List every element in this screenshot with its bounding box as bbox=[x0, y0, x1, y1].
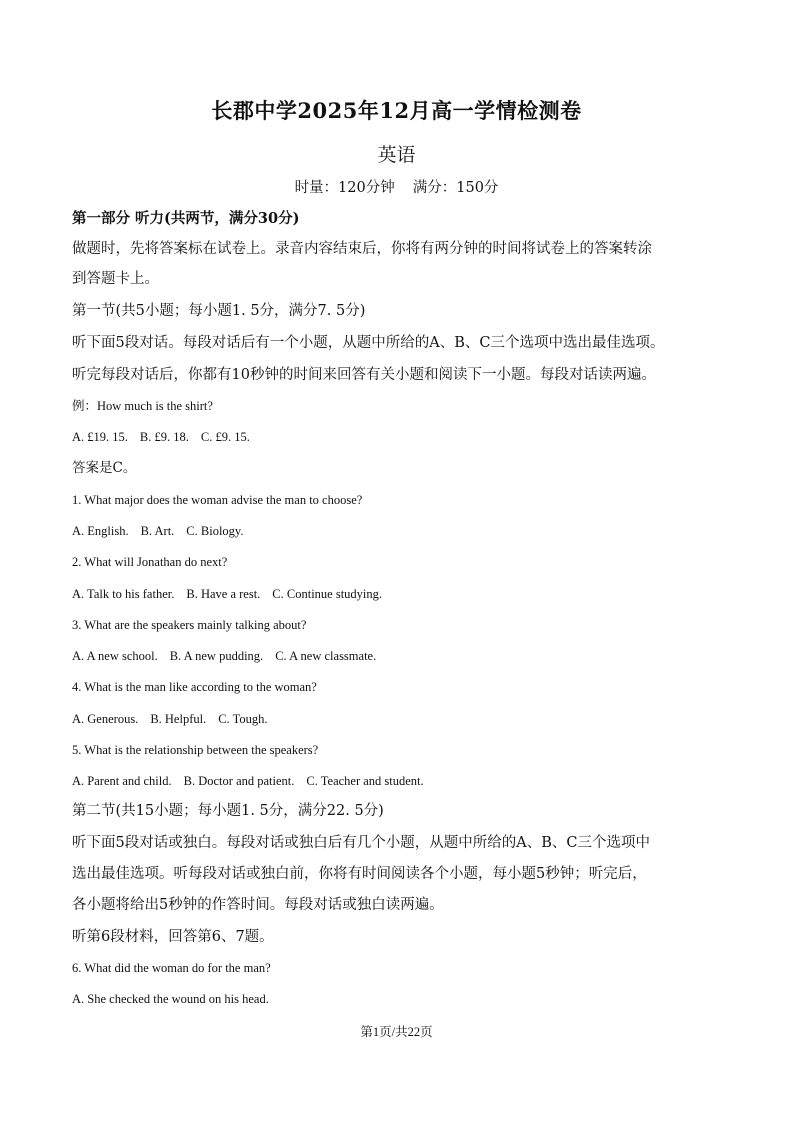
exam-subject: 英语 bbox=[377, 144, 416, 166]
example-answer: 答案是C。 bbox=[72, 460, 137, 476]
option-c: C. Continue studying. bbox=[272, 587, 383, 601]
question-5: 5. What is the relationship between the speakers? bbox=[72, 743, 319, 757]
exam-time: 时量：120分钟 bbox=[294, 180, 395, 196]
question-3-options bbox=[72, 648, 736, 664]
option-a: A. Generous. bbox=[72, 712, 139, 726]
option-c: C. Biology. bbox=[186, 524, 244, 538]
question-4-options bbox=[72, 711, 736, 727]
material-6-heading: 听第6段材料，回答第6、7题。 bbox=[72, 929, 274, 945]
page-number: 第1页/共22页 bbox=[360, 1025, 433, 1039]
option-b: B. Art. bbox=[140, 524, 175, 538]
example-option-b: B. £9. 18. bbox=[139, 430, 189, 444]
part1-instruction-line2: 到答题卡上。 bbox=[72, 271, 159, 287]
section2-heading: 第二节(共15小题；每小题1. 5分，满分22. 5分) bbox=[72, 803, 384, 819]
option-a: A. English. bbox=[72, 524, 129, 538]
option-c: C. A new classmate. bbox=[275, 649, 377, 663]
question-6-option-a: A. She checked the wound on his head. bbox=[72, 992, 269, 1006]
part1-heading: 第一部分 听力(共两节，满分30分) bbox=[72, 210, 300, 227]
example-options bbox=[72, 429, 736, 445]
exam-time-score bbox=[0, 176, 793, 197]
question-4: 4. What is the man like according to the woman? bbox=[72, 680, 317, 694]
question-6: 6. What did the woman do for the man? bbox=[72, 961, 271, 975]
option-b: B. Doctor and patient. bbox=[183, 774, 295, 788]
option-a: A. A new school. bbox=[72, 649, 158, 663]
option-c: C. Tough. bbox=[218, 712, 268, 726]
question-1-options bbox=[72, 523, 736, 539]
question-1: 1. What major does the woman advise the man to choose? bbox=[72, 493, 363, 507]
option-a: A. Talk to his father. bbox=[72, 587, 175, 601]
part1-instruction-line1: 做题时，先将答案标在试卷上。录音内容结束后，你将有两分钟的时间将试卷上的答案转涂 bbox=[72, 241, 652, 257]
example-option-c: C. £9. 15. bbox=[200, 430, 250, 444]
option-a: A. Parent and child. bbox=[72, 774, 172, 788]
section1-instruction-line1: 听下面5段对话。每段对话后有一个小题，从题中所给的A、B、C三个选项中选出最佳选项。 bbox=[72, 335, 665, 351]
option-b: B. Helpful. bbox=[150, 712, 207, 726]
section2-instruction-line1: 听下面5段对话或独白。每段对话或独白后有几个小题，从题中所给的A、B、C三个选项中 bbox=[72, 835, 650, 851]
example-question: 例：How much is the shirt? bbox=[72, 399, 213, 413]
section1-heading: 第一节(共5小题；每小题1. 5分，满分7. 5分) bbox=[72, 303, 366, 319]
example-option-a: A. £19. 15. bbox=[72, 430, 128, 444]
question-5-options bbox=[72, 773, 736, 789]
question-2-options bbox=[72, 586, 736, 602]
exam-title: 长郡中学2025年12月高一学情检测卷 bbox=[211, 98, 582, 123]
option-b: B. A new pudding. bbox=[169, 649, 264, 663]
question-2: 2. What will Jonathan do next? bbox=[72, 555, 228, 569]
question-3: 3. What are the speakers mainly talking about? bbox=[72, 618, 307, 632]
option-c: C. Teacher and student. bbox=[306, 774, 424, 788]
section1-instruction-line2: 听完每段对话后，你都有10秒钟的时间来回答有关小题和阅读下一小题。每段对话读两遍。 bbox=[72, 367, 656, 383]
exam-score: 满分：150分 bbox=[412, 180, 499, 196]
option-b: B. Have a rest. bbox=[186, 587, 261, 601]
section2-instruction-line2: 选出最佳选项。听每段对话或独白前，你将有时间阅读各个小题，每小题5秒钟；听完后， bbox=[72, 866, 647, 882]
section2-instruction-line3: 各小题将给出5秒钟的作答时间。每段对话或独白读两遍。 bbox=[72, 897, 444, 913]
